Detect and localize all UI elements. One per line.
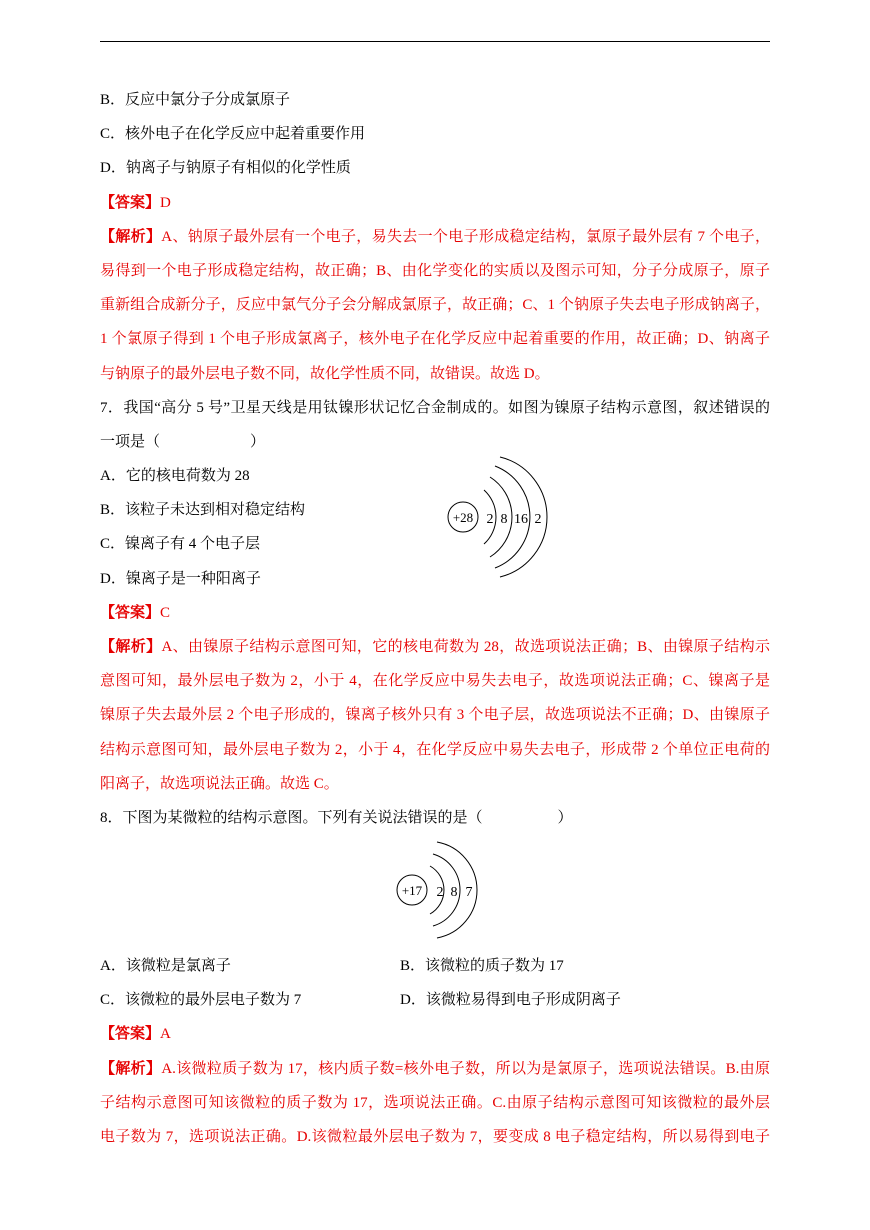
q6-analysis-line: 重新组合成新分子，反应中氯气分子会分解成氯原子，故正确；C、1 个钠原子失去电子形成钠离子， [100,297,770,314]
shell-electron-count: 16 [514,512,528,527]
q8-option-a: A．该微粒是氯离子 [100,958,231,974]
answer-label: 【答案】 [100,194,161,211]
shell-electron-count: 7 [465,885,473,900]
shell-electron-count: 8 [450,885,458,900]
content-block-upper [100,83,770,835]
q6-analysis-line: 与钠原子的最外层电子数不同，故化学性质不同，故错误。故选 D。 [100,365,550,382]
answer-label: 【答案】 [100,1026,161,1043]
q8-analysis-line: 电子数为 7，选项说法正确。D.该微粒最外层电子数为 7，要变成 8 电子稳定结构，所以易得到电子 [100,1128,770,1145]
q8-analysis-line [100,1052,770,1086]
q7-answer [100,596,770,630]
q8-answer [100,1017,770,1051]
q6-option-d: D．钠离子与钠原子有相似的化学性质 [100,160,351,177]
q7-option-b: B．该粒子未达到相对稳定结构 [100,502,306,519]
nucleus-charge: +28 [452,510,474,525]
q6-analysis-line: 1 个氯原子得到 1 个电子形成氯离子，核外电子在化学反应中起着重要的作用，故正确；D、钠离子 [100,331,770,348]
q6-option-b: B．反应中氯分子分成氯原子 [100,92,291,108]
q7-analysis-line: 镍原子失去最外层 2 个电子形成的，镍离子核外只有 3 个电子层，故选项说法不正确；D、由镍原子 [100,707,770,724]
analysis-label: 【解析】 [100,1060,162,1077]
q8-option-c: C．该微粒的最外层电子数为 7 [100,992,302,1009]
q8-options-row [100,983,770,1017]
shell-electron-count: 2 [534,512,542,527]
q7-option-d: D．镍离子是一种阳离子 [100,570,261,587]
content-block-lower [100,949,770,1154]
answer-value: C [160,604,171,621]
answer-value: D [160,194,171,211]
q6-option-c: C．核外电子在化学反应中起着重要作用 [100,126,366,143]
q7-option-a: A．它的核电荷数为 28 [100,468,250,485]
nickel-atom-diagram [440,450,560,590]
q7-option-c: C．镍离子有 4 个电子层 [100,536,261,553]
answer-value: A [160,1026,171,1043]
q7-analysis-line: 意图可知，最外层电子数为 2，小于 4，在化学反应中易失去电子，故选项说法正确；C、镍离子是 [100,673,770,690]
q7-stem-line: 7．我国“高分 5 号”卫星天线是用钛镍形状记忆合金制成的。如图为镍原子结构示意图，叙述错误的 [100,399,770,416]
q7-analysis-line: 阳离子，故选项说法正确。故选 C。 [100,775,339,792]
q7-stem-line: 一项是（ ） [100,433,266,450]
shell-electron-count: 2 [436,885,444,900]
q8-stem: 8．下图为某微粒的结构示意图。下列有关说法错误的是（ ） [100,809,573,826]
q7-analysis-line [100,630,770,664]
q7-analysis-line: 结构示意图可知，最外层电子数为 2，小于 4，在化学反应中易失去电子，形成带 2 个单位正电荷的 [100,741,770,758]
chlorine-particle-diagram [390,835,490,950]
answer-label: 【答案】 [100,604,161,621]
q8-option-b: B．该微粒的质子数为 17 [400,958,564,974]
shell-electron-count: 2 [486,512,494,527]
analysis-text: A、钠原子最外层有一个电子，易失去一个电子形成稳定结构，氯原子最外层有 7 个电子， [161,228,770,245]
analysis-label: 【解析】 [100,639,162,655]
q8-options-row [100,949,770,983]
analysis-label: 【解析】 [100,228,162,245]
q8-option-d: D．该微粒易得到电子形成阴离子 [400,992,621,1009]
q6-analysis-line: 易得到一个电子形成稳定结构，故正确；B、由化学变化的实质以及图示可知，分子分成原子，原子 [100,262,770,279]
header-rule [100,41,770,42]
q6-answer [100,186,770,220]
analysis-text: A、由镍原子结构示意图可知，它的核电荷数为 28，故选项说法正确；B、由镍原子结构示 [161,639,770,655]
q8-analysis-line: 子结构示意图可知该微粒的质子数为 17，选项说法正确。C.由原子结构示意图可知该微粒的最外层 [100,1094,770,1111]
q6-analysis-line [100,220,770,254]
nucleus-charge: +17 [401,883,423,898]
shell-electron-count: 8 [500,512,508,527]
analysis-text: A.该微粒质子数为 17，核内质子数=核外电子数，所以为是氯原子，选项说法错误。B.由原 [161,1060,770,1077]
